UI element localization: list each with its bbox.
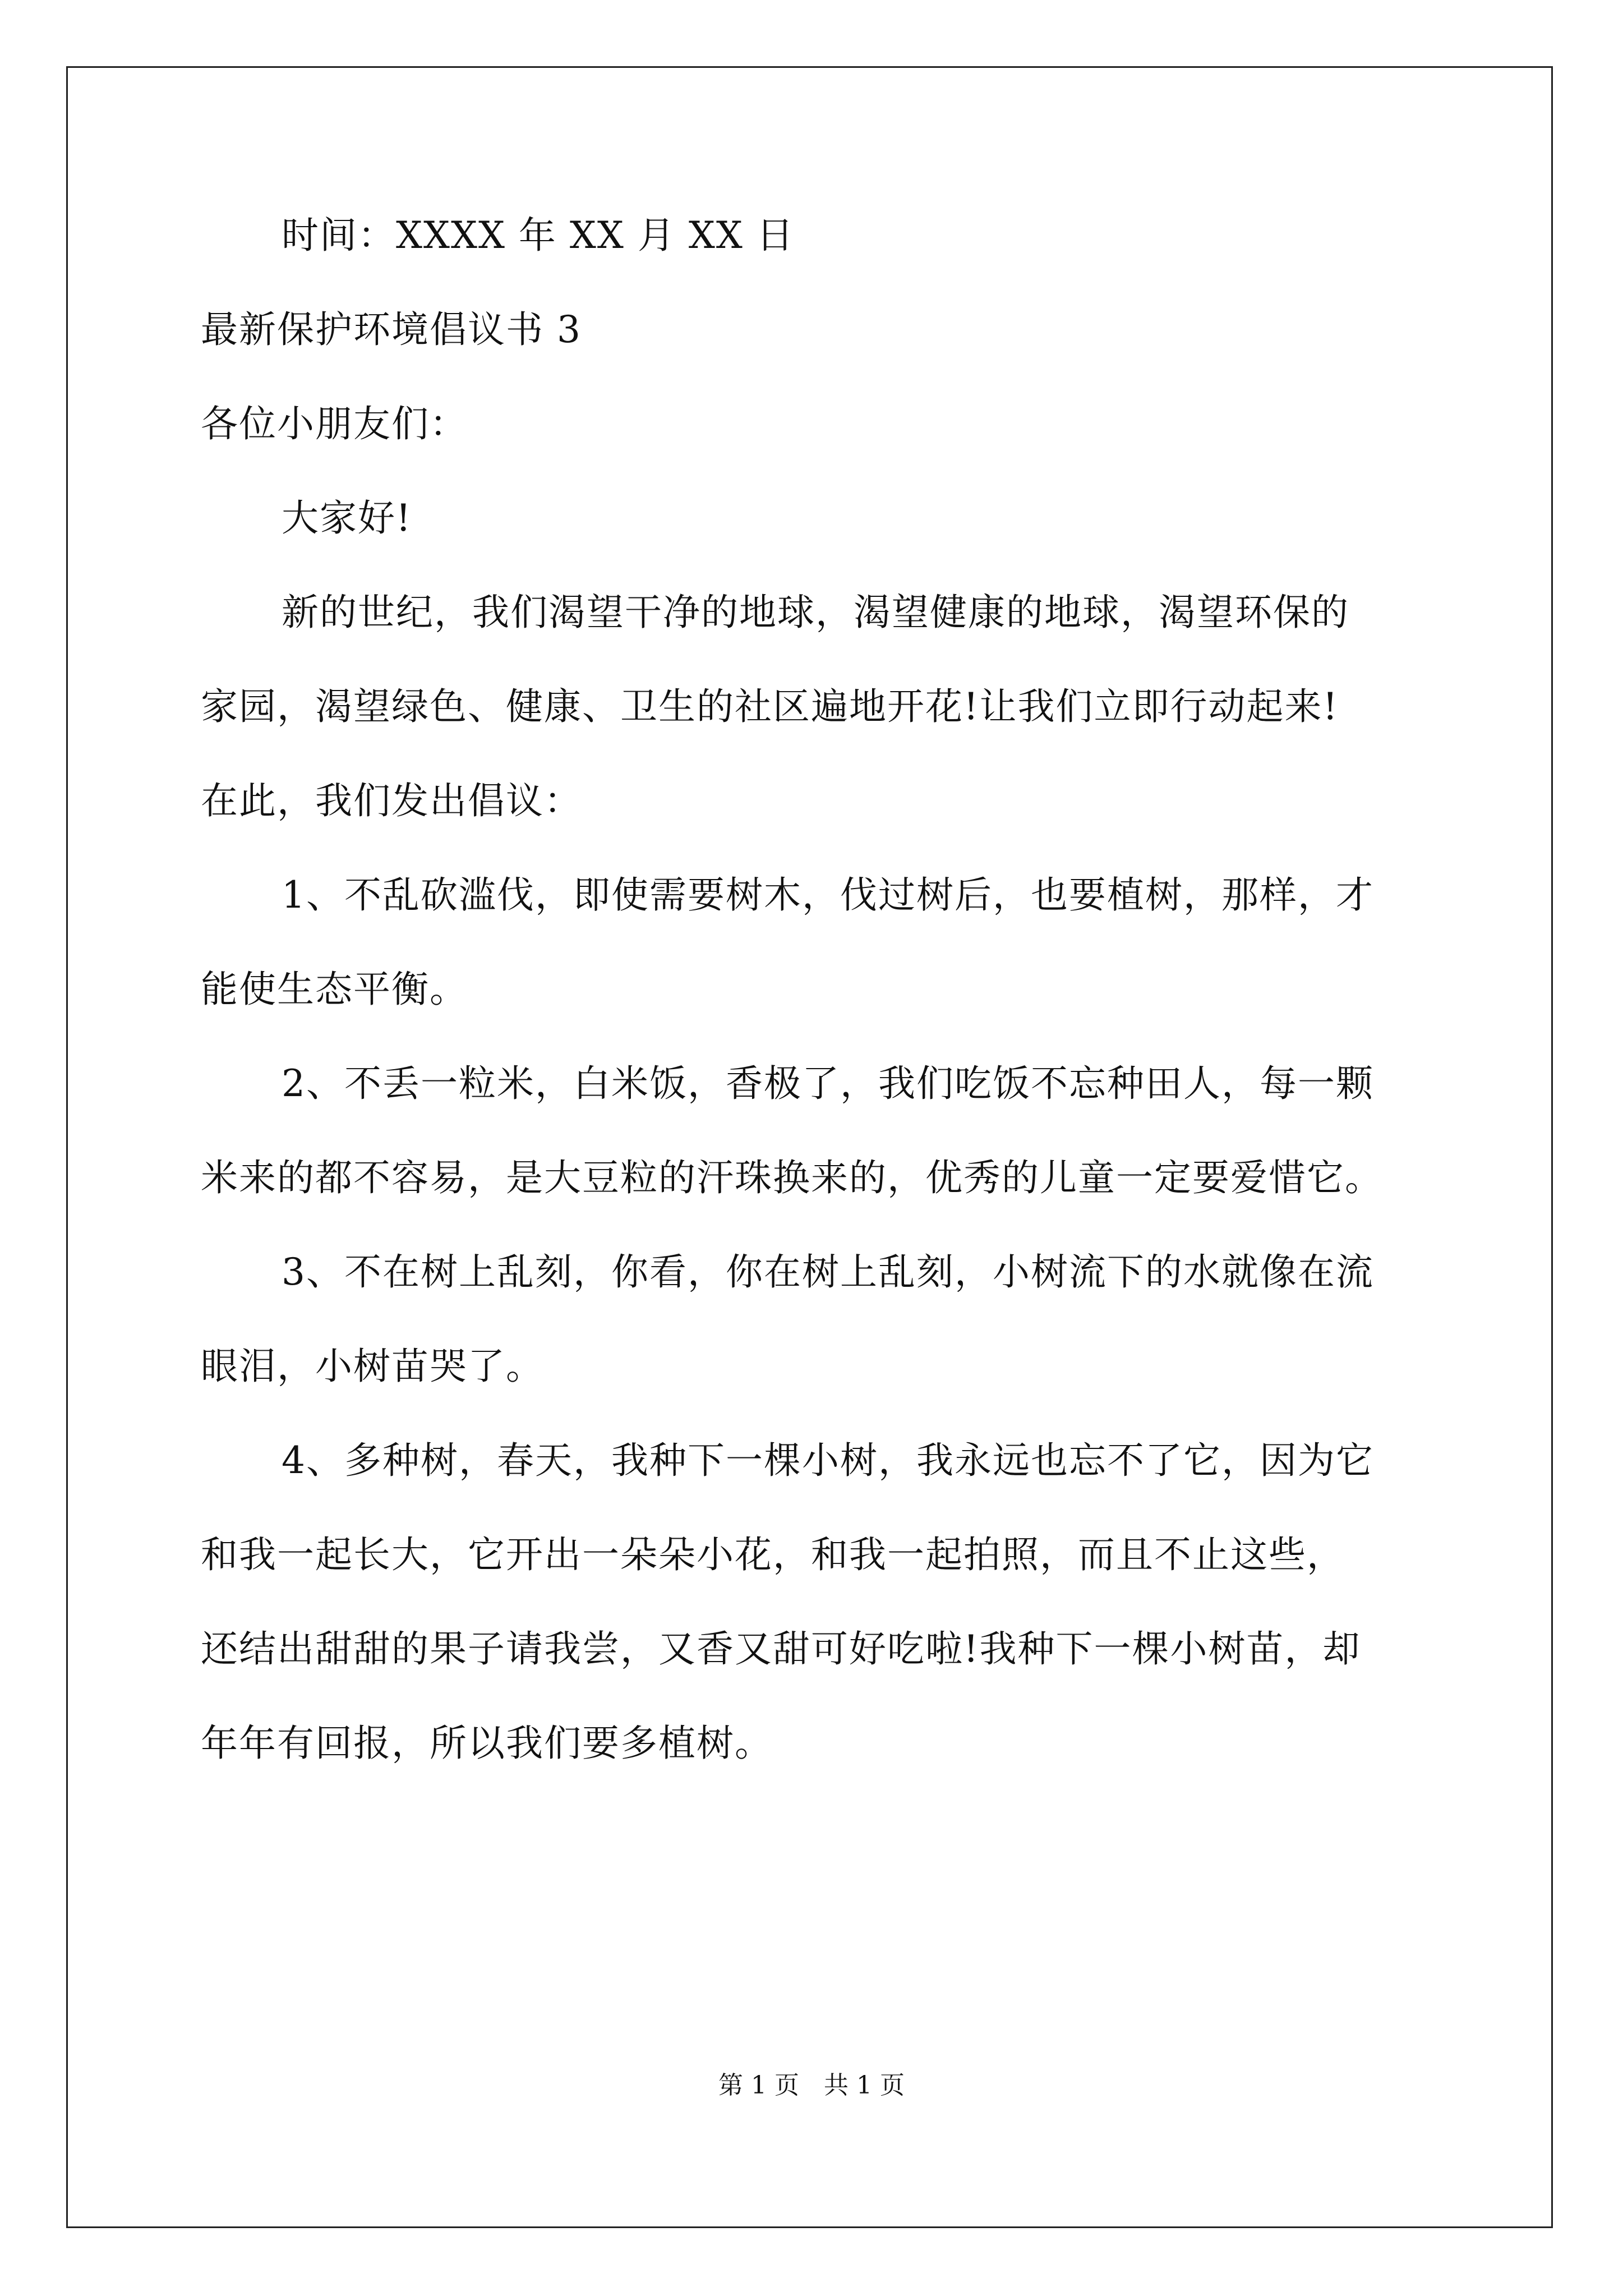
proposal-item-1: 1、不乱砍滥伐，即使需要树木，伐过树后，也要植树，那样，才 <box>282 873 1374 917</box>
proposal-item-3: 3、不在树上乱刻，你看，你在树上乱刻，小树流下的水就像在流 <box>282 1250 1374 1294</box>
paragraph-line: 眼泪，小树苗哭了。 <box>201 1345 544 1388</box>
paragraph-line: 在此，我们发出倡议： <box>201 779 582 822</box>
proposal-item-4: 4、多种树，春天，我种下一棵小树，我永远也忘不了它，因为它 <box>282 1439 1374 1482</box>
paragraph-line: 家园，渴望绿色、健康、卫生的社区遍地开花!让我们立即行动起来! <box>201 685 1339 728</box>
page-footer: 第 1 页 共 1 页 <box>718 2071 905 2100</box>
paragraph-line: 能使生态平衡。 <box>201 968 468 1011</box>
paragraph-line: 年年有回报，所以我们要多植树。 <box>201 1722 773 1765</box>
paragraph-line: 和我一起长大，它开出一朵朵小花，和我一起拍照，而且不止这些， <box>201 1533 1345 1576</box>
greeting: 大家好! <box>282 496 412 540</box>
paragraph-line: 新的世纪，我们渴望干净的地球，渴望健康的地球，渴望环保的 <box>282 591 1349 634</box>
paragraph-line: 还结出甜甜的果子请我尝，又香又甜可好吃啦!我种下一棵小树苗，却 <box>201 1627 1361 1671</box>
date-line: 时间：XXXX 年 XX 月 XX 日 <box>282 214 795 257</box>
page-border <box>66 66 1553 2228</box>
document-title: 最新保护环境倡议书 3 <box>201 308 582 351</box>
proposal-item-2: 2、不丢一粒米，白米饭，香极了，我们吃饭不忘种田人，每一颗 <box>282 1062 1374 1105</box>
salutation: 各位小朋友们： <box>201 402 468 445</box>
paragraph-line: 米来的都不容易，是大豆粒的汗珠换来的，优秀的儿童一定要爱惜它。 <box>201 1156 1383 1199</box>
